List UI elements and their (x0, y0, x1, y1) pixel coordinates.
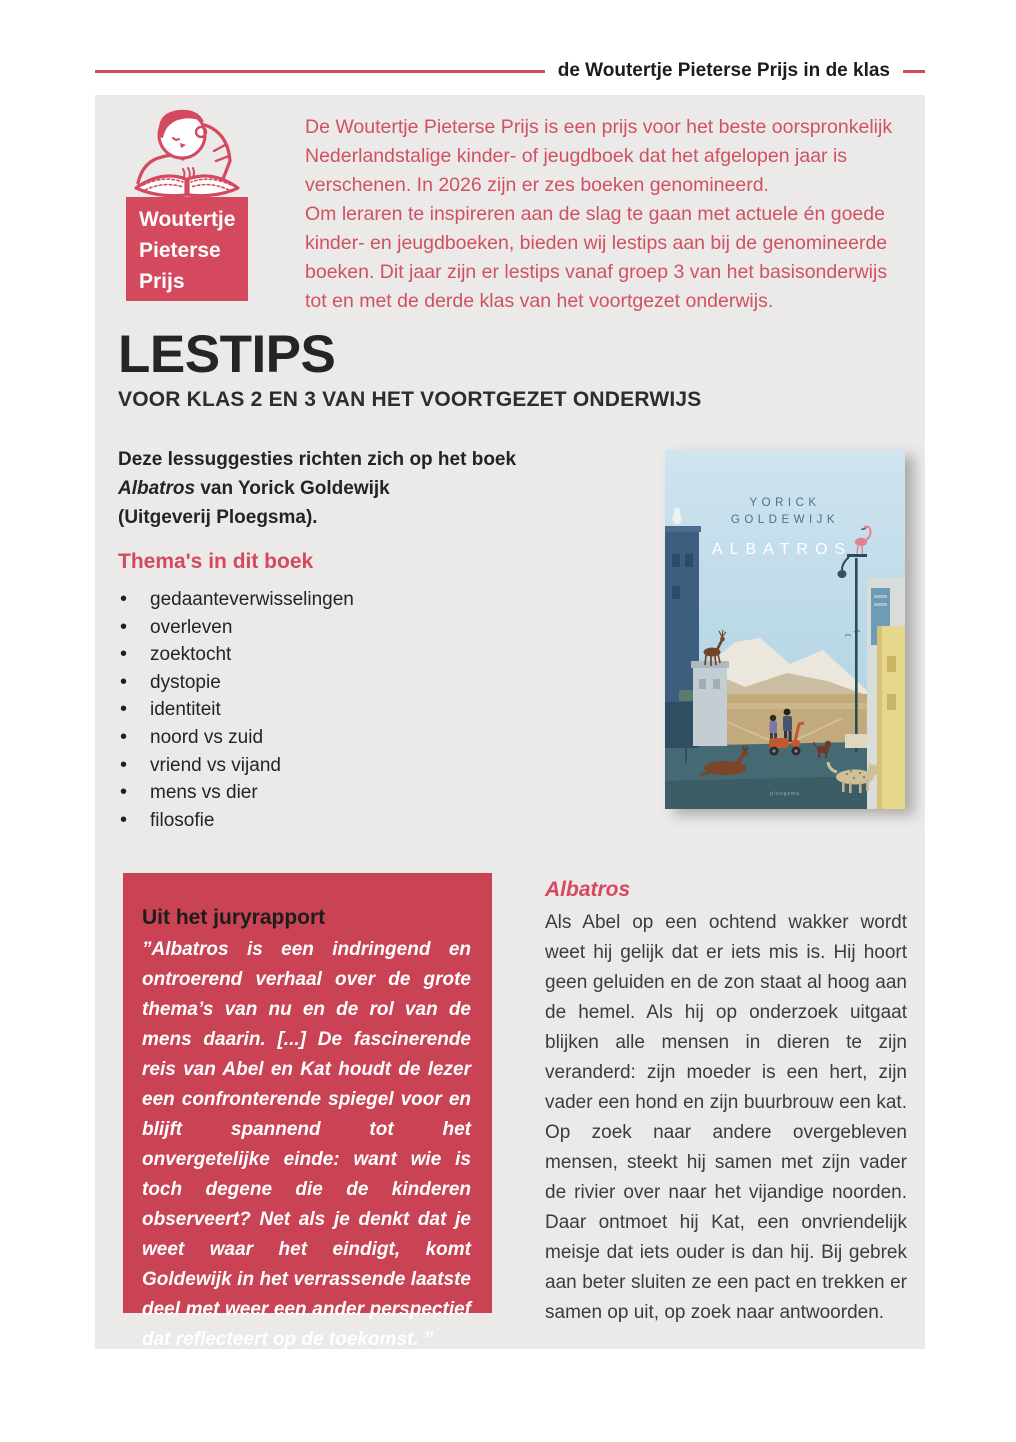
jury-heading: Uit het juryrapport (142, 906, 326, 929)
theme-label: mens vs dier (150, 782, 258, 804)
page-title: LESTIPS (118, 325, 336, 384)
jury-report-box (123, 873, 492, 1350)
theme-label: noord vs zuid (150, 726, 264, 748)
list-item (118, 696, 448, 724)
list-item (118, 807, 448, 835)
book-title-italic: Albatros (118, 478, 196, 499)
synopsis-heading: Albatros (545, 878, 631, 901)
book-cover-illustration (665, 450, 905, 809)
theme-label: zoektocht (150, 644, 232, 666)
list-item (118, 586, 448, 614)
theme-label: identiteit (150, 699, 221, 721)
title-block (118, 327, 701, 412)
cover-author-line1: YORICK (749, 497, 821, 509)
list-item (118, 724, 448, 752)
synopsis-text: Als Abel op een ochtend wakker wordt weet hij gelijk dat er iets mis is. Hij hoort geen geluiden en de zon staat al hoog aan de hemel. Als hij op onderzoek uitgaat blijken alle mensen in dieren te zijn veranderd: zijn moeder is een hert, zijn vader een hond en zijn buurbrouw een kat. Op zoek naar andere overgebleven mensen, steekt hij samen met zijn vader de rivier over naar het vijandige noorden. Daar ontmoet hij Kat, een onvriendelijk meisje dat iets ouder is dan hij. Bij gebrek aan beter sluiten ze een pact en trekken er samen op uit, op zoek naar antwoorden. (545, 912, 907, 1323)
page-header (95, 56, 925, 86)
intro-text (305, 113, 909, 316)
focus-line-2 (118, 474, 578, 503)
focus-line-1: Deze lessuggesties richten zich op het boek (118, 449, 517, 470)
themes-section (118, 550, 448, 834)
focus-line-2-rest: van Yorick Goldewijk (195, 478, 390, 499)
logo-line: Woutertje (139, 208, 236, 231)
prize-logo (126, 105, 248, 301)
reading-child-icon (126, 105, 248, 197)
themes-list (118, 586, 448, 834)
focus-text (118, 445, 578, 532)
logo-line: Pieterse (139, 239, 221, 262)
content-panel (95, 95, 925, 1349)
intro-paragraph-2: Om leraren te inspireren aan de slag te gaan met actuele én goede kinder- en jeugdboeken, bieden wij lestips aan bij de genomineerde boeken. Dit jaar zijn er lestips vanaf groep 3 van het basisonderwijs tot en met de derde klas van het voortgezet onderwijs. (305, 203, 888, 312)
cover-author-line2: GOLDEWIJK (730, 514, 840, 526)
focus-line-3: (Uitgeverij Ploegsma). (118, 507, 318, 528)
intro-paragraph-1: De Woutertje Pieterse Prijs is een prijs voor het beste oorspronkelijk Nederlandstalige kinder- of jeugdboek dat het afgelopen jaar is verschenen. In 2026 zijn er zes boeken genomineerd. (305, 116, 893, 196)
list-item (118, 779, 448, 807)
theme-label: filosofie (150, 809, 215, 831)
theme-label: vriend vs vijand (150, 754, 281, 776)
cover-title: ALBATROS (711, 541, 853, 558)
theme-label: gedaanteverwisselingen (150, 589, 354, 610)
theme-label: overleven (150, 616, 233, 638)
page-subtitle: VOOR KLAS 2 EN 3 VAN HET VOORTGEZET ONDERWIJS (118, 387, 702, 411)
header-title: de Woutertje Pieterse Prijs in de klas (557, 60, 890, 81)
logo-line: Prijs (139, 270, 185, 293)
book-cover (665, 450, 905, 809)
cover-imprint: ploegsma (770, 791, 800, 797)
logo-wordmark (126, 197, 248, 301)
list-item (118, 614, 448, 642)
list-item (118, 752, 448, 780)
header-rule-left (95, 70, 545, 73)
themes-heading: Thema's in dit boek (118, 550, 314, 573)
header-rule-right (903, 70, 925, 73)
list-item (118, 641, 448, 669)
list-item (118, 669, 448, 697)
jury-quote: ”Albatros is een indringend en ontroerend verhaal over de grote thema’s van nu en de rol van de mens daarin. [...] De fascinerende reis van Abel en Kat houdt de lezer een confronterende spiegel voor en blijft spannend tot het onvergetelijke einde: want wie is toch degene die de kinderen observeert? Net als je denkt dat je weet waar het eindigt, komt Goldewijk in het verrassende laatste deel met weer een ander perspectief dat reflecteert op de toekomst. ” (142, 939, 471, 1350)
synopsis-section (545, 878, 907, 1328)
theme-label: dystopie (150, 671, 221, 693)
